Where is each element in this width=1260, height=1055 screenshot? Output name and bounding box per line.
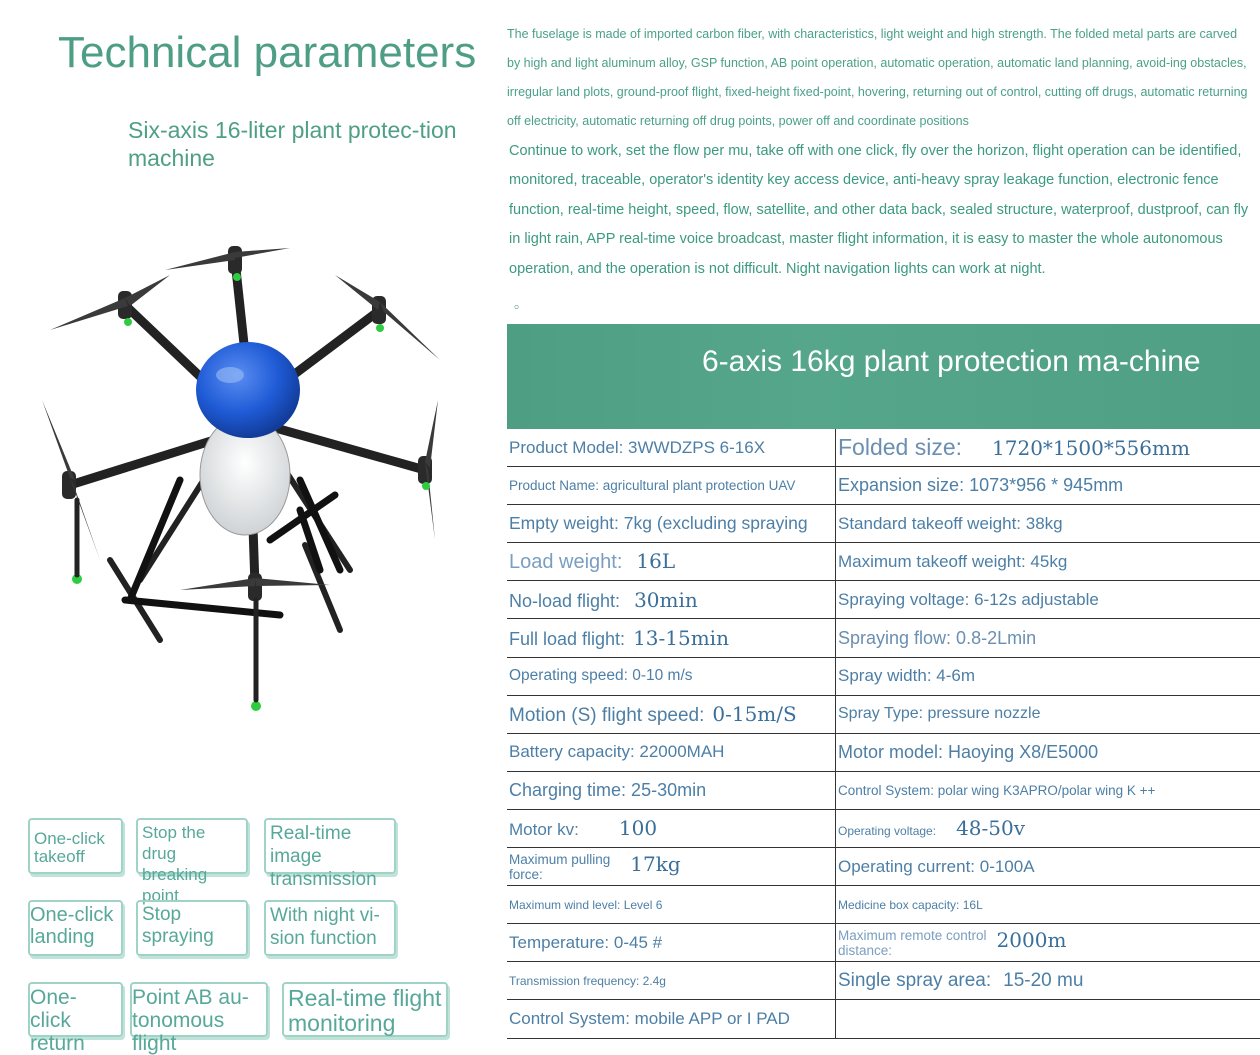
spec-label-line: distance: [838, 943, 892, 958]
spec-label: Single spray area: [838, 970, 991, 991]
spec-label: Temperature: 0-45 # [509, 933, 662, 952]
spec-label: Battery capacity: 22000MAH [509, 742, 724, 761]
spec-value: 15-20 mu [1003, 970, 1083, 991]
description-paragraph-2: Continue to work, set the flow per mu, take off with one click, fly over the horizon, flight operation can be identified, monitored, traceable, operator's identity key access device, anti-heavy spray leakage function, electronic fence function, real-time height, speed, flow, satellite, and other data back, sealed structure, waterproof, dustproof, can fly in light rain, APP real-time voice broadcast, master flight information, it is easy to master the whole autonomous operation, and the operation is not difficult. Night navigation lights can work at night. [509, 137, 1257, 284]
spec-label: Product Model: 3WWDZPS 6-16X [509, 438, 765, 457]
spec-value: 30min [634, 588, 698, 612]
spec-cell [507, 771, 836, 809]
spec-label: Medicine box capacity: 16L [838, 898, 983, 912]
spec-cell [507, 543, 836, 581]
spec-label: Spraying flow: 0.8-2Lmin [838, 628, 1036, 648]
spec-cell [836, 924, 1260, 962]
spec-cell [836, 467, 1260, 505]
spec-cell [836, 771, 1260, 809]
feature-one-click-return: One-click return [28, 982, 123, 1037]
spec-cell [507, 619, 836, 657]
table-row [507, 733, 1260, 771]
page-title: Technical parameters [58, 28, 476, 78]
spec-cell [507, 467, 836, 505]
table-row [507, 581, 1260, 619]
spec-label: Motor model: Haoying X8/E5000 [838, 742, 1098, 762]
spec-label-line: Maximum remote control [838, 928, 987, 943]
spec-value: 100 [619, 816, 657, 840]
spec-label-line: force: [509, 867, 543, 882]
spec-label-line: Maximum pulling [509, 852, 610, 867]
spec-value: 0-15m/S [712, 702, 796, 726]
spec-cell [836, 657, 1260, 695]
feature-one-click-landing: One-click landing [28, 900, 123, 956]
feature-stop-drug-breaking-point: Stop the drug breaking point [136, 818, 248, 874]
description-paragraph-1: The fuselage is made of imported carbon fiber, with characteristics, light weight and high strength. The folded metal parts are carved by high and light aluminum alloy, GSP function, AB point operation, automatic operation, automatic land planning, avoid-ing obstacles, irregular land plots, ground-proof flight, fixed-height fixed-point, hovering, returning out of control, cutting off drugs, automatic returning off electricity, automatic returning off drug points, power off and coordinate positions [507, 20, 1253, 136]
spec-label: Maximum wind level: Level 6 [509, 898, 662, 912]
spec-value: 2000m [997, 928, 1067, 952]
table-row [507, 924, 1260, 962]
table-row [507, 429, 1260, 467]
spec-cell [507, 429, 836, 467]
spec-label: Empty weight: 7kg (excluding spraying [509, 513, 808, 533]
spec-cell [836, 886, 1260, 924]
spec-cell [836, 543, 1260, 581]
spec-label: Control System: mobile APP or I PAD [509, 1009, 790, 1028]
spec-label: No-load flight: [509, 591, 620, 611]
spec-cell [836, 962, 1260, 1000]
spec-cell [507, 848, 836, 886]
spec-cell [836, 581, 1260, 619]
spec-cell [507, 809, 836, 847]
spec-cell [836, 695, 1260, 733]
spec-cell [836, 505, 1260, 543]
stray-mark: 。 [514, 293, 528, 313]
spec-table [507, 429, 1260, 1039]
table-row [507, 962, 1260, 1000]
spec-label: Folded size: [838, 434, 962, 460]
spec-cell [836, 848, 1260, 886]
table-row [507, 467, 1260, 505]
table-header-title: 6-axis 16kg plant protection ma-chine [702, 344, 1202, 380]
spec-cell [836, 809, 1260, 847]
table-row [507, 619, 1260, 657]
table-header-band [507, 324, 1260, 429]
table-row [507, 657, 1260, 695]
spec-label: Control System: polar wing K3APRO/polar wing K ++ [838, 783, 1155, 798]
spec-cell [507, 581, 836, 619]
spec-cell [507, 924, 836, 962]
spec-cell [507, 886, 836, 924]
spec-label [838, 928, 987, 958]
spec-cell [507, 695, 836, 733]
spec-cell [507, 505, 836, 543]
feature-one-click-takeoff: One-click takeoff [28, 818, 123, 874]
spec-label: Charging time: 25-30min [509, 780, 706, 800]
feature-real-time-flight-monitoring: Real-time flight monitoring [282, 982, 448, 1037]
spec-cell [507, 962, 836, 1000]
table-row [507, 543, 1260, 581]
feature-point-ab-autonomous-flight: Point AB au-tonomous flight [130, 982, 268, 1037]
drone-image [30, 240, 470, 720]
spec-label: Maximum takeoff weight: 45kg [838, 552, 1067, 571]
spec-label: Motor kv: [509, 820, 579, 839]
feature-real-time-image-transmission: Real-time image transmission [264, 818, 396, 874]
feature-stop-spraying: Stop spraying [136, 900, 248, 956]
spec-value: 1720*1500*556mm [992, 436, 1190, 460]
table-row [507, 771, 1260, 809]
spec-value: 17kg [630, 852, 680, 876]
table-row [507, 1000, 1260, 1038]
spec-label [509, 852, 610, 882]
spec-label: Operating speed: 0-10 m/s [509, 667, 693, 684]
spec-cell [507, 733, 836, 771]
spec-label: Spray width: 4-6m [838, 666, 975, 685]
spec-cell [836, 619, 1260, 657]
spec-label: Spray Type: pressure nozzle [838, 705, 1040, 722]
spec-label: Full load flight: [509, 629, 625, 649]
spec-cell [836, 733, 1260, 771]
spec-cell [507, 657, 836, 695]
table-row [507, 809, 1260, 847]
spec-label: Standard takeoff weight: 38kg [838, 514, 1063, 533]
spec-cell [836, 1000, 1260, 1038]
spec-value: 13-15min [633, 626, 729, 650]
spec-label: Transmission frequency: 2.4g [509, 974, 666, 988]
table-row [507, 886, 1260, 924]
spec-cell [507, 1000, 836, 1038]
table-row [507, 695, 1260, 733]
spec-value: 48-50v [956, 816, 1025, 840]
table-row [507, 505, 1260, 543]
spec-label: Product Name: agricultural plant protection UAV [509, 478, 795, 493]
spec-value: 16L [636, 549, 675, 573]
spec-label: Motion (S) flight speed: [509, 705, 704, 726]
spec-label: Spraying voltage: 6-12s adjustable [838, 590, 1099, 609]
spec-label: Operating voltage: [838, 824, 936, 838]
spec-label: Expansion size: 1073*956 * 945mm [838, 475, 1123, 495]
spec-label: Operating current: 0-100A [838, 857, 1035, 876]
spec-cell [836, 429, 1260, 467]
feature-night-vision: With night vi-sion function [264, 900, 396, 956]
spec-label: Load weight: [509, 551, 622, 573]
product-subtitle: Six-axis 16-liter plant protec-tion machine [128, 116, 468, 172]
table-row [507, 848, 1260, 886]
